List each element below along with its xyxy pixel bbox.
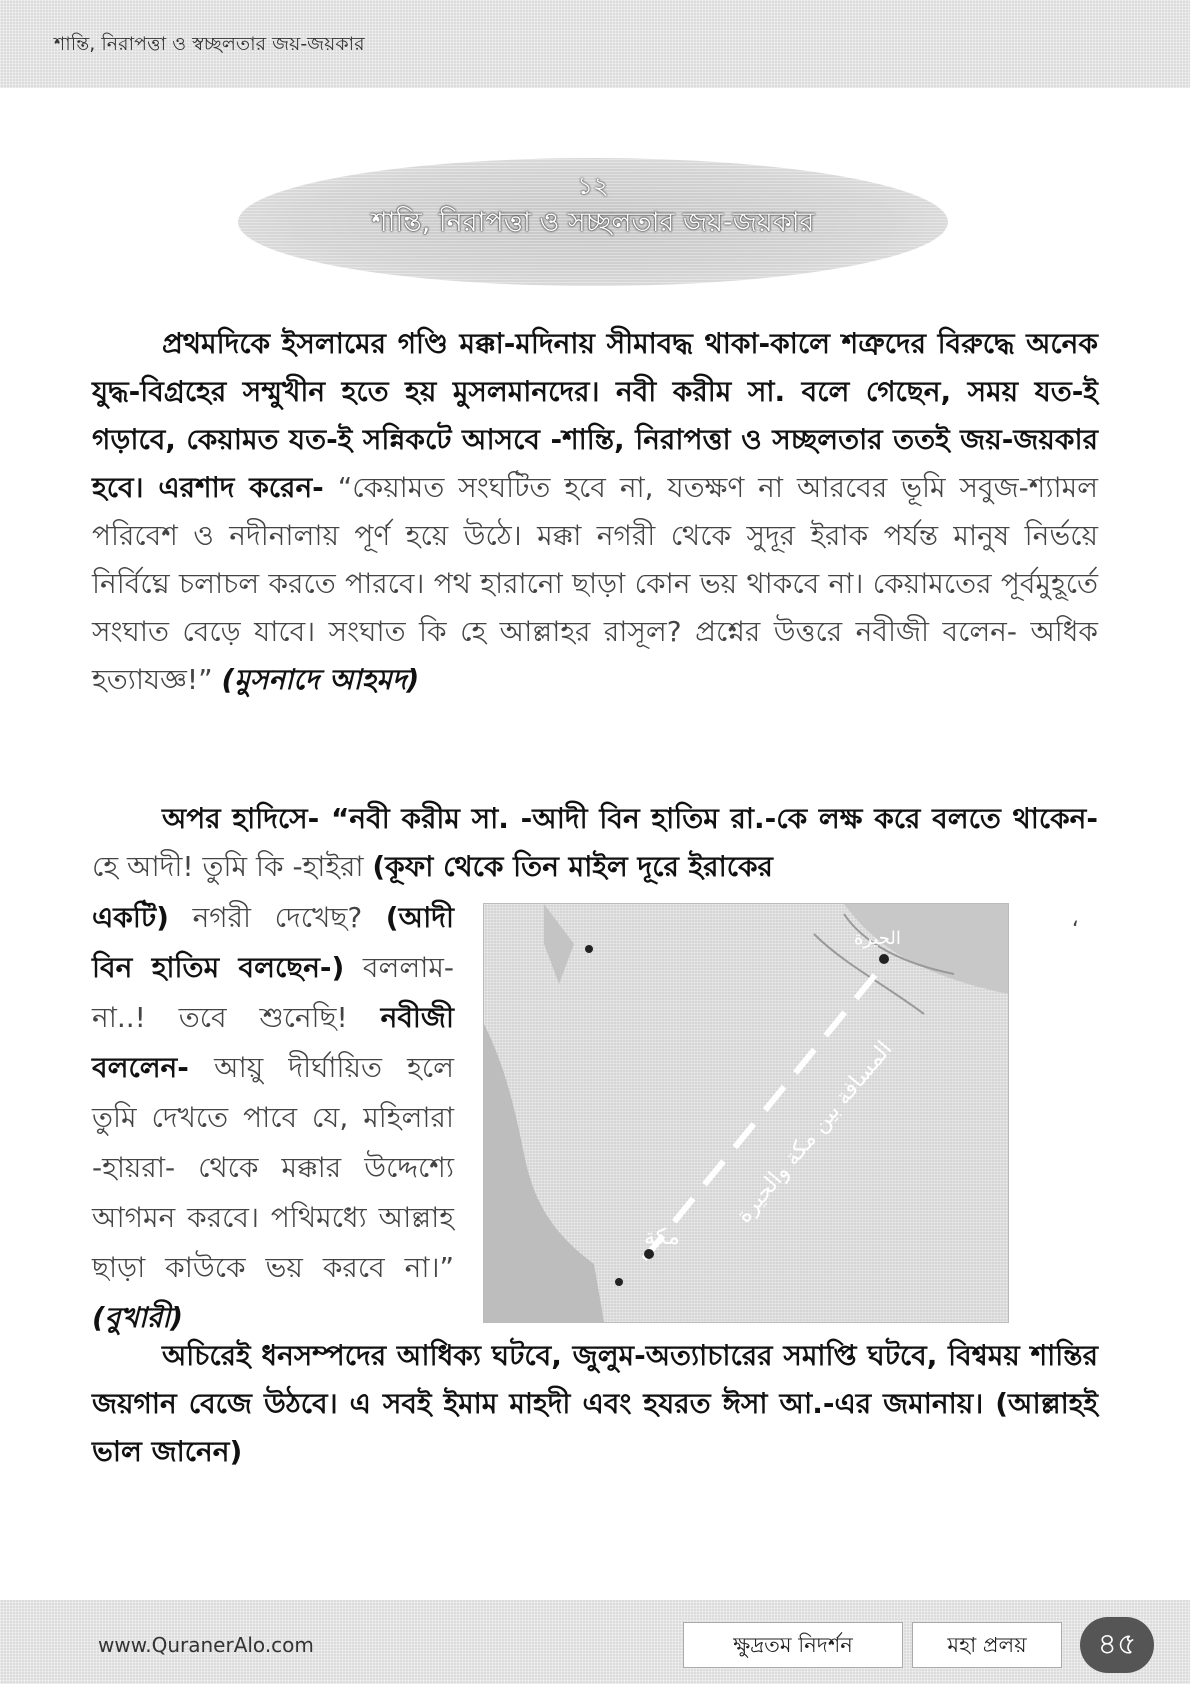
hira-marker	[879, 954, 889, 964]
secondary-marker	[615, 1278, 623, 1286]
side-citation: (বুখারী)	[92, 1301, 184, 1334]
side-column	[92, 893, 454, 1343]
paragraph-2-lead: অপর হাদিসে- “নবী করীম সা. -আদী বিন হাতিম রা.-কে লক্ষ করে বলতে থাকেন-	[162, 802, 1098, 835]
route-map	[483, 903, 1009, 1323]
paragraph-2-light: হে আদী! তুমি কি -হাইরা	[92, 850, 364, 883]
paragraph-1	[92, 320, 1098, 704]
chapter-number: ১২	[577, 172, 609, 200]
paragraph-1-citation: (মুসনাদে আহমদ)	[221, 663, 420, 696]
running-header: শান্তি, নিরাপত্তা ও স্বচ্ছলতার জয়-জয়কার	[54, 33, 365, 55]
footer-url[interactable]: www.QuranerAlo.com	[98, 1633, 314, 1657]
route-label: المسافة بين مكة والحيرة	[731, 1036, 898, 1228]
sea-shape	[484, 1024, 604, 1322]
paragraph-3	[92, 1332, 1098, 1476]
side-text-3: (আদী বিন হাতিম বলছেন-)	[92, 901, 454, 984]
city-start-label: مكة	[644, 1225, 680, 1250]
page-number: ৪৫	[1080, 1617, 1154, 1673]
coast-shape	[544, 904, 574, 984]
side-text-4: বললাম- না..! তবে শুনেছি!	[92, 951, 455, 1034]
route-map-graphic	[484, 904, 1008, 1322]
map-quote-mark: ‘	[1072, 918, 1079, 943]
paragraph-1-text: প্রথমদিকে ইসলামের গণ্ডি মক্কা-মদিনায় সীমাবদ্ধ থাকা-কালে শত্রুদের বিরুদ্ধে অনেক যুদ্ধ-বিগ্রহের সম্মুখীন হতে হয় মুসলমানদের। নবী করীম সা. বলে গেছেন, সময় যত-ই গড়াবে, কেয়ামত যত-ই সন্নিকটে আসবে -শান্তি, নিরাপত্তা ও সচ্ছলতার ততই জয়-জয়কার হবে। এরশাদ করেন-	[92, 327, 1098, 504]
mecca-marker	[644, 1249, 654, 1259]
footer-tag-section: মহা প্রলয়	[912, 1622, 1062, 1668]
side-text-2: নগরী দেখেছ?	[192, 901, 363, 934]
paragraph-3-text: অচিরেই ধনসম্পদের আধিক্য ঘটবে, জুলুম-অত্যাচারের সমাপ্তি ঘটবে, বিশ্বময় শান্তির জয়গান বেজে উঠবে। এ সবই ইমাম মাহদী এবং হযরত ঈসা আ.-এর জমানায়। (আল্লাহই ভাল জানেন)	[92, 1339, 1098, 1468]
side-text-6: আয়ু দীর্ঘায়িত হলে তুমি দেখতে পাবে যে, মহিলারা -হায়রা- থেকে মক্কার উদ্দেশ্যে আগমন করবে। পথিমধ্যে আল্লাহ ছাড়া কাউকে ভয় করবে না।”	[92, 1051, 454, 1284]
city-end-label: الحيرة	[854, 928, 901, 949]
side-text-1: একটি)	[92, 901, 169, 934]
footer-tag-book-title: ক্ষুদ্রতম নিদর্শন	[683, 1622, 903, 1668]
chapter-title: শান্তি, নিরাপত্তা ও সচ্ছলতার জয়-জয়কার	[371, 207, 815, 238]
coast-marker	[585, 945, 593, 953]
paragraph-2	[92, 795, 1098, 891]
paragraph-2-tail: (কূফা থেকে তিন মাইল দূরে ইরাকের	[372, 850, 773, 883]
chapter-heading	[238, 158, 948, 286]
paragraph-1-quote: “কেয়ামত সংঘটিত হবে না, যতক্ষণ না আরবের ভূমি সবুজ-শ্যামল পরিবেশ ও নদীনালায় পূর্ণ হয়ে উঠে। মক্কা নগরী থেকে সুদূর ইরাক পর্যন্ত মানুষ নির্ভয়ে নির্বিঘ্নে চলাচল করতে পারবে। পথ হারানো ছাড়া কোন ভয় থাকবে না। কেয়ামতের পূর্বমুহূর্তে সংঘাত বেড়ে যাবে। সংঘাত কি হে আল্লাহর রাসূল? প্রশ্নের উত্তরে নবীজী বলেন- অধিক হত্যাযজ্ঞ!”	[92, 471, 1098, 696]
side-text-5: নবীজী বললেন-	[92, 1001, 454, 1084]
